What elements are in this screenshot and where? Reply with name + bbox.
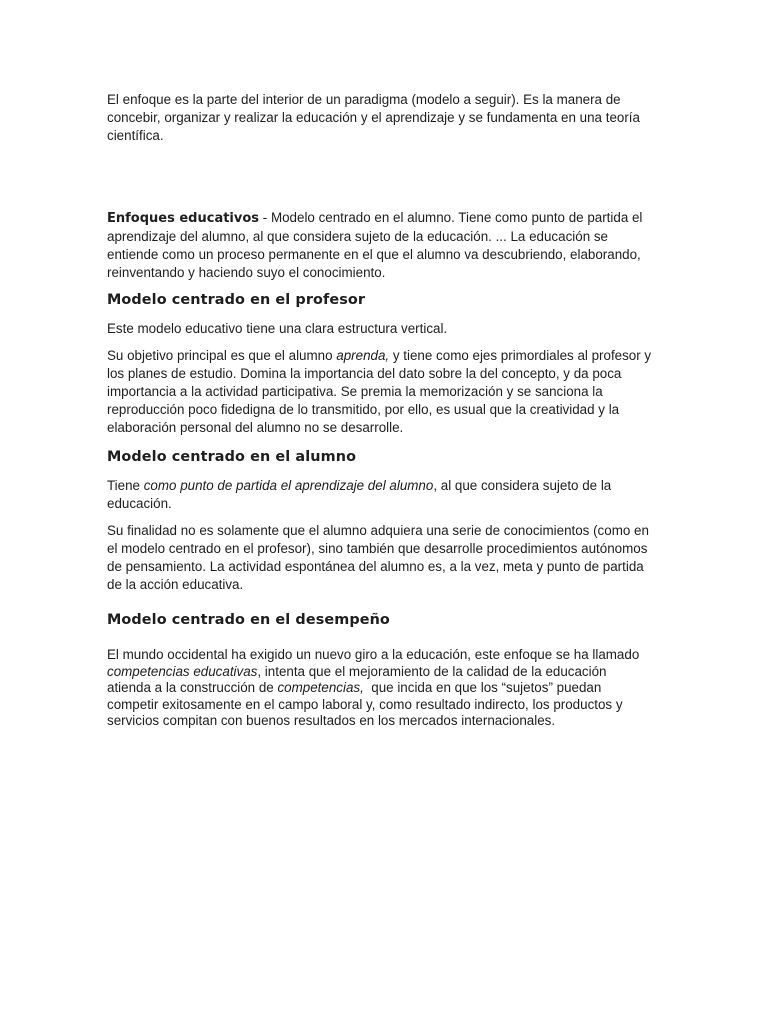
- alumno-paragraph-2: Su finalidad no es solamente que el alumno adquiera una serie de conocimientos (como en el modelo centrado en el profesor), sino también que desarrolle procedimientos autónomos de pensamiento. La actividad espontánea del alumno es, a la vez, meta y punto de partida de la acción educativa.: [107, 523, 649, 592]
- desempeno-p1-italic-2: competencias,: [277, 680, 364, 695]
- alumno-p1-end: , al que considera sujeto de la educación.: [107, 478, 612, 511]
- heading-desempeno: Modelo centrado en el desempeño: [107, 612, 390, 628]
- alumno-p1-italic: como punto de partida el aprendizaje del alumno: [143, 478, 434, 493]
- section-alumno: [107, 448, 652, 594]
- heading-alumno: Modelo centrado en el alumno: [107, 449, 357, 465]
- profesor-p2-end: y tiene como ejes primordiales al profesor y los planes de estudio. Domina la importancia del dato sobre la del concepto, y da poca importancia a la actividad participativa. Se premia la memorización y se sanciona la reproducción poco fidedigna de lo transmitido, por ello, es usual que la creatividad y la elaboración personal del alumno no se desarrolle.: [107, 348, 652, 435]
- alumno-p1-start: Tiene: [107, 478, 144, 493]
- heading-profesor: Modelo centrado en el profesor: [107, 292, 366, 308]
- desempeno-p1-c: que incida en que los “sujetos” puedan competir exitosamente en el campo laboral y, como resultado indirecto, los productos y servicios compitan con buenos resultados en los mercados internacionales.: [107, 680, 627, 728]
- profesor-p2-italic: aprenda,: [336, 348, 390, 363]
- alumno-paragraph-1: [107, 477, 652, 513]
- profesor-paragraph-2: [107, 347, 652, 437]
- enfoques-text: - Modelo centrado en el alumno. Tiene como punto de partida el aprendizaje del alumno, al que considera sujeto de la educación. ... La educación se entiende como un proceso permanente en el que el alumno va descubriendo, elaborando, reinventando y haciendo suyo el conocimiento.: [107, 210, 643, 280]
- desempeno-p1-italic-1: competencias educativas: [107, 663, 258, 679]
- desempeno-p1-b: , intenta que el mejoramiento de la calidad de la educación atienda a la construcción de: [107, 663, 607, 695]
- intro-paragraph: El enfoque es la parte del interior de un paradigma (modelo a seguir). Es la manera de concebir, organizar y realizar la educación y el aprendizaje y se fundamenta en una teoría científica.: [107, 92, 640, 143]
- profesor-p2-start: Su objetivo principal es que el alumno: [107, 348, 337, 363]
- desempeno-paragraph-1: [107, 647, 652, 730]
- enfoques-lead: Enfoques educativos: [107, 211, 260, 226]
- section-desempeno: [107, 611, 652, 730]
- section-profesor: [107, 291, 652, 437]
- enfoques-paragraph: [107, 209, 652, 282]
- profesor-paragraph-1: Este modelo educativo tiene una clara estructura vertical.: [107, 321, 448, 336]
- desempeno-p1-a: El mundo occidental ha exigido un nuevo giro a la educación, este enfoque se ha llamado: [107, 647, 640, 662]
